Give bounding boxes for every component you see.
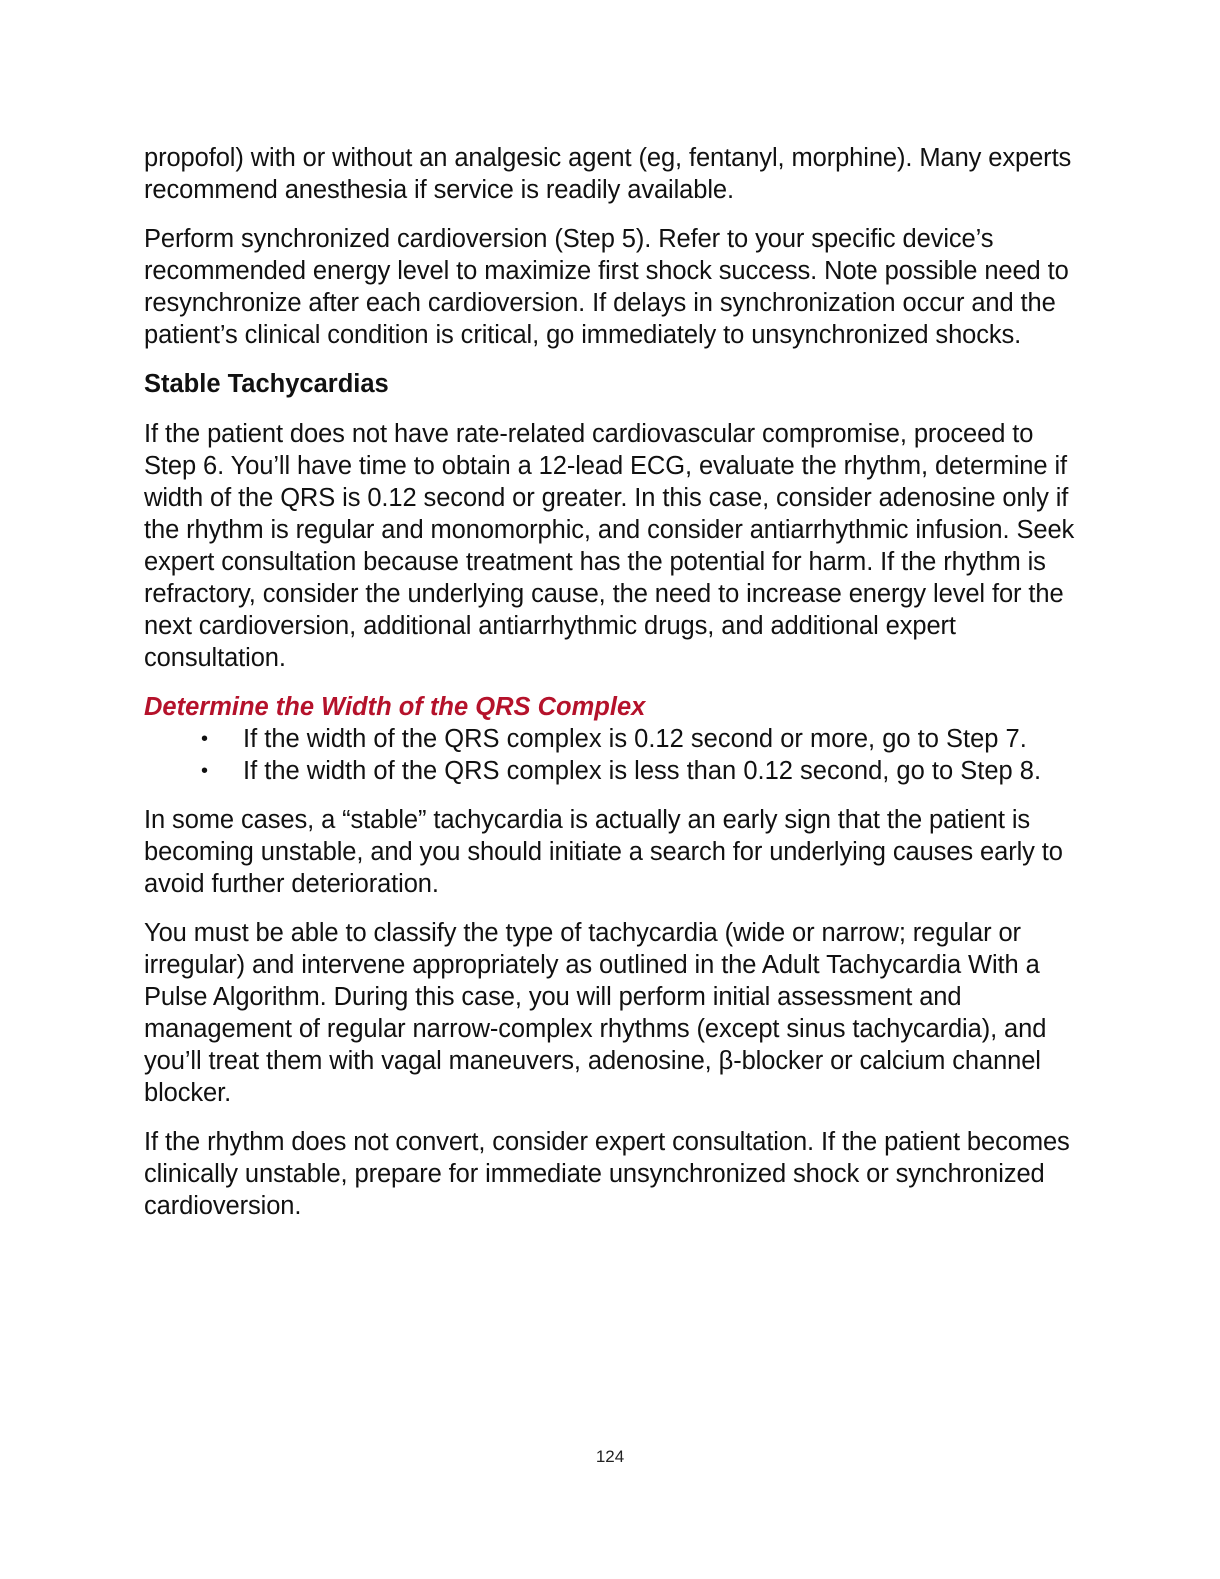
- paragraph-stable-tachycardias: If the patient does not have rate-related cardiovascular compromise, proceed to Step 6. You’ll have time to obtain a 12-lead ECG, evaluate the rhythm, determine if width of the QRS is 0.12 second or greater. In this case, consider adenosine only if the rhythm is regular and monomorphic, and consider antiarrhythmic infusion. Seek expert consultation because treatment has the potential for harm. If the rhythm is refractory, consider the underlying cause, the need to increase energy level for the next cardioversion, additional antiarrhythmic drugs, and additional expert consultation.: [144, 420, 1075, 672]
- list-item: [144, 755, 1079, 787]
- bullet-icon: •: [201, 760, 209, 782]
- subheading-qrs-width: Determine the Width of the QRS Complex: [144, 693, 646, 721]
- document-page: [144, 142, 1079, 1239]
- paragraph-synchronized-cardioversion: Perform synchronized cardioversion (Step 5). Refer to your specific device’s recommended energy level to maximize first shock success. Note possible need to resynchronize after each cardioversion. If delays in synchronization occur and the patient’s clinical condition is critical, go immediately to unsynchronized shocks.: [144, 225, 1069, 349]
- section-heading-stable-tachycardias: Stable Tachycardias: [144, 370, 389, 398]
- paragraph-stable-warning: In some cases, a “stable” tachycardia is actually an early sign that the patient is becoming unstable, and you should initiate a search for underlying causes early to avoid further deterioration.: [144, 806, 1063, 898]
- list-item: [144, 723, 1079, 755]
- bullet-icon: •: [201, 728, 209, 750]
- paragraph-classify-tachycardia: You must be able to classify the type of tachycardia (wide or narrow; regular or irregular) and intervene appropriately as outlined in the Adult Tachycardia With a Pulse Algorithm. During this case, you will perform initial assessment and management of regular narrow-complex rhythms (except sinus tachycardia), and you’ll treat them with vagal maneuvers, adenosine, β-blocker or calcium channel blocker.: [144, 919, 1047, 1107]
- paragraph-rhythm-not-convert: If the rhythm does not convert, consider expert consultation. If the patient becomes clinically unstable, prepare for immediate unsynchronized shock or synchronized cardioversion.: [144, 1128, 1070, 1220]
- list-item-text: If the width of the QRS complex is less than 0.12 second, go to Step 8.: [243, 757, 1042, 785]
- paragraph-sedation: propofol) with or without an analgesic agent (eg, fentanyl, morphine). Many experts recommend anesthesia if service is readily available.: [144, 144, 1072, 204]
- qrs-width-bullet-list: [144, 723, 1079, 787]
- page-number: 124: [595, 1447, 625, 1466]
- list-item-text: If the width of the QRS complex is 0.12 second or more, go to Step 7.: [243, 725, 1027, 753]
